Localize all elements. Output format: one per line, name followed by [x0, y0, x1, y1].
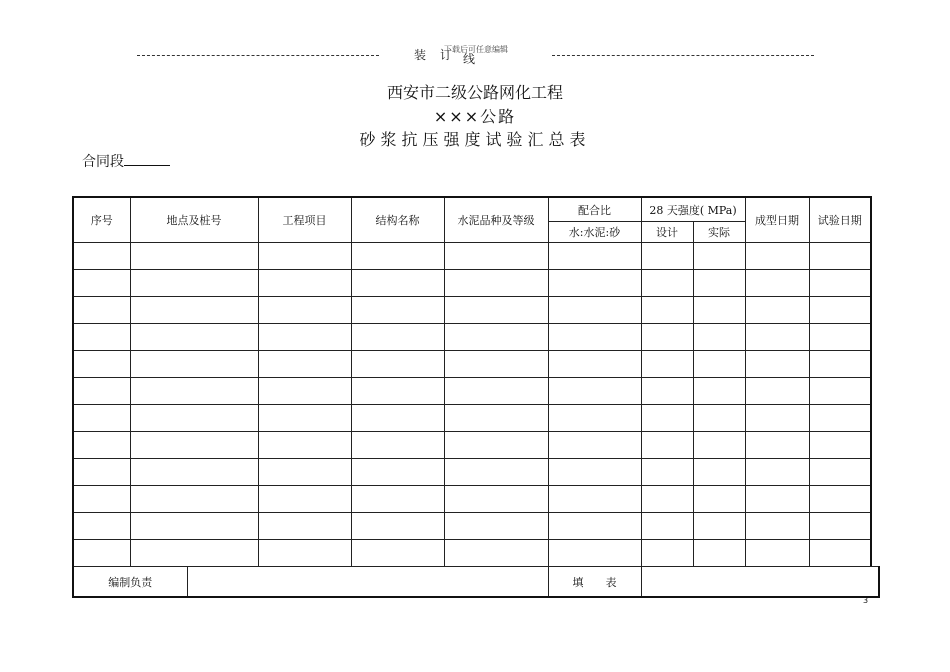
table-cell[interactable] — [693, 540, 745, 567]
table-cell[interactable] — [130, 270, 258, 297]
table-cell[interactable] — [548, 378, 641, 405]
table-row — [73, 378, 871, 405]
table-cell[interactable] — [73, 540, 130, 567]
footer-filler-label: 填 表 — [548, 567, 641, 598]
table-cell[interactable] — [641, 297, 693, 324]
header-design: 设计 — [641, 222, 693, 243]
table-cell[interactable] — [351, 378, 444, 405]
table-cell[interactable] — [73, 324, 130, 351]
table-cell[interactable] — [258, 324, 351, 351]
table-cell[interactable] — [258, 486, 351, 513]
table-cell[interactable] — [444, 513, 548, 540]
table-cell[interactable] — [693, 405, 745, 432]
header-cement: 水泥品种及等级 — [444, 197, 548, 243]
summary-table — [72, 196, 872, 567]
table-cell[interactable] — [693, 513, 745, 540]
table-cell[interactable] — [809, 486, 871, 513]
table-cell[interactable] — [130, 405, 258, 432]
title-form: 砂浆抗压强度试验汇总表 — [359, 130, 591, 149]
table-cell[interactable] — [745, 405, 809, 432]
table-cell[interactable] — [693, 297, 745, 324]
binding-dash-left — [137, 55, 379, 56]
table-cell[interactable] — [745, 324, 809, 351]
table-cell[interactable] — [130, 324, 258, 351]
table-cell[interactable] — [444, 405, 548, 432]
table-cell[interactable] — [745, 351, 809, 378]
table-cell[interactable] — [693, 432, 745, 459]
header-project: 工程项目 — [258, 197, 351, 243]
table-cell[interactable] — [809, 405, 871, 432]
table-cell[interactable] — [73, 351, 130, 378]
table-cell[interactable] — [351, 243, 444, 270]
table-cell[interactable] — [641, 243, 693, 270]
title-project: 西安市二级公路网化工程 — [386, 83, 563, 102]
table-row — [73, 432, 871, 459]
table-cell[interactable] — [73, 378, 130, 405]
contract-blank[interactable] — [124, 151, 170, 166]
header-forming-date: 成型日期 — [745, 197, 809, 243]
table-cell[interactable] — [809, 513, 871, 540]
table-cell[interactable] — [693, 270, 745, 297]
table-cell[interactable] — [351, 486, 444, 513]
header-mix: 配合比 — [548, 197, 641, 222]
table-cell[interactable] — [548, 324, 641, 351]
table-cell[interactable] — [73, 270, 130, 297]
table-cell[interactable] — [73, 243, 130, 270]
table-cell[interactable] — [73, 297, 130, 324]
table-cell[interactable] — [641, 540, 693, 567]
footer-compiler-field[interactable] — [187, 567, 548, 598]
table-cell[interactable] — [745, 297, 809, 324]
table-cell[interactable] — [258, 270, 351, 297]
binding-dash-right — [552, 55, 814, 56]
table-cell[interactable] — [258, 405, 351, 432]
table-cell[interactable] — [745, 486, 809, 513]
table-cell[interactable] — [444, 297, 548, 324]
table-cell[interactable] — [258, 540, 351, 567]
table-cell[interactable] — [548, 297, 641, 324]
table-cell[interactable] — [809, 540, 871, 567]
table-cell[interactable] — [641, 324, 693, 351]
table-cell[interactable] — [351, 432, 444, 459]
table-cell[interactable] — [130, 432, 258, 459]
table-cell[interactable] — [809, 270, 871, 297]
table-cell[interactable] — [809, 378, 871, 405]
header-test-date: 试验日期 — [809, 197, 871, 243]
table-cell[interactable] — [444, 378, 548, 405]
header-seq: 序号 — [73, 197, 130, 243]
table-cell[interactable] — [351, 540, 444, 567]
table-cell[interactable] — [73, 405, 130, 432]
table-cell[interactable] — [745, 432, 809, 459]
table-cell[interactable] — [351, 513, 444, 540]
table-cell[interactable] — [258, 351, 351, 378]
page-number: 3 — [863, 596, 869, 605]
table-cell[interactable] — [641, 270, 693, 297]
table-cell[interactable] — [693, 378, 745, 405]
table-cell[interactable] — [351, 297, 444, 324]
table-cell[interactable] — [548, 486, 641, 513]
table-cell[interactable] — [548, 513, 641, 540]
table-cell[interactable] — [548, 270, 641, 297]
binding-watermark: 下载后可任意编辑 — [444, 45, 508, 54]
table-row — [73, 459, 871, 486]
footer-table — [72, 566, 880, 598]
table-cell[interactable] — [351, 351, 444, 378]
table-cell[interactable] — [745, 243, 809, 270]
binding-mark-zhuang: 装 — [414, 48, 427, 62]
table-cell[interactable] — [745, 378, 809, 405]
header-mix-sub: 水:水泥:砂 — [548, 222, 641, 243]
table-cell[interactable] — [693, 459, 745, 486]
table-cell[interactable] — [130, 486, 258, 513]
table-row — [73, 243, 871, 270]
table-cell[interactable] — [351, 270, 444, 297]
table-cell[interactable] — [73, 459, 130, 486]
table-cell[interactable] — [548, 432, 641, 459]
table-cell[interactable] — [73, 513, 130, 540]
table-cell[interactable] — [548, 540, 641, 567]
table-cell[interactable] — [73, 432, 130, 459]
table-cell[interactable] — [745, 513, 809, 540]
table-cell[interactable] — [351, 405, 444, 432]
table-cell[interactable] — [258, 297, 351, 324]
table-cell[interactable] — [258, 378, 351, 405]
table-cell[interactable] — [351, 459, 444, 486]
table-cell[interactable] — [130, 378, 258, 405]
table-cell[interactable] — [548, 405, 641, 432]
table-cell[interactable] — [444, 324, 548, 351]
table-cell[interactable] — [641, 351, 693, 378]
table-cell[interactable] — [641, 378, 693, 405]
table-cell[interactable] — [444, 432, 548, 459]
table-cell[interactable] — [130, 243, 258, 270]
table-cell[interactable] — [693, 351, 745, 378]
table-cell[interactable] — [258, 243, 351, 270]
header-actual: 实际 — [693, 222, 745, 243]
table-cell[interactable] — [548, 243, 641, 270]
header-location: 地点及桩号 — [130, 197, 258, 243]
table-cell[interactable] — [809, 351, 871, 378]
table-cell[interactable] — [809, 459, 871, 486]
table-cell[interactable] — [641, 459, 693, 486]
table-cell[interactable] — [745, 459, 809, 486]
table-cell[interactable] — [73, 486, 130, 513]
table-row — [73, 540, 871, 567]
table-cell[interactable] — [258, 459, 351, 486]
table-row — [73, 351, 871, 378]
table-cell[interactable] — [444, 270, 548, 297]
table-row — [73, 270, 871, 297]
table-cell[interactable] — [809, 432, 871, 459]
table-cell[interactable] — [641, 405, 693, 432]
table-cell[interactable] — [258, 513, 351, 540]
binding-mark-xian: 线 — [463, 52, 476, 66]
table-cell[interactable] — [444, 459, 548, 486]
table-cell[interactable] — [548, 459, 641, 486]
table-cell[interactable] — [130, 540, 258, 567]
table-cell[interactable] — [130, 513, 258, 540]
title-road: ×××公路 — [433, 107, 517, 126]
table-cell[interactable] — [258, 432, 351, 459]
table-cell[interactable] — [444, 243, 548, 270]
contract-section — [82, 151, 170, 171]
table-cell[interactable] — [809, 324, 871, 351]
table-cell[interactable] — [693, 324, 745, 351]
table-cell[interactable] — [130, 351, 258, 378]
header-structure: 结构名称 — [351, 197, 444, 243]
table-cell[interactable] — [641, 486, 693, 513]
table-cell[interactable] — [444, 351, 548, 378]
table-cell[interactable] — [130, 459, 258, 486]
table-cell[interactable] — [444, 540, 548, 567]
table-cell[interactable] — [548, 351, 641, 378]
header-strength: 28 天强度( MPa) — [641, 197, 745, 222]
table-cell[interactable] — [809, 243, 871, 270]
table-cell[interactable] — [745, 540, 809, 567]
contract-label: 合同段 — [82, 154, 124, 170]
table-cell[interactable] — [745, 270, 809, 297]
table-cell[interactable] — [641, 432, 693, 459]
table-cell[interactable] — [130, 297, 258, 324]
footer-filler-field[interactable] — [641, 567, 879, 598]
table-row — [73, 405, 871, 432]
table-cell[interactable] — [693, 243, 745, 270]
table-row — [73, 513, 871, 540]
table-row — [73, 297, 871, 324]
table-row — [73, 486, 871, 513]
table-cell[interactable] — [444, 486, 548, 513]
table-cell[interactable] — [693, 486, 745, 513]
footer-compiler-label: 编制负责 — [73, 567, 187, 598]
table-cell[interactable] — [809, 297, 871, 324]
table-row — [73, 324, 871, 351]
binding-mark-ding: 订 — [440, 48, 453, 62]
table-cell[interactable] — [351, 324, 444, 351]
table-cell[interactable] — [641, 513, 693, 540]
